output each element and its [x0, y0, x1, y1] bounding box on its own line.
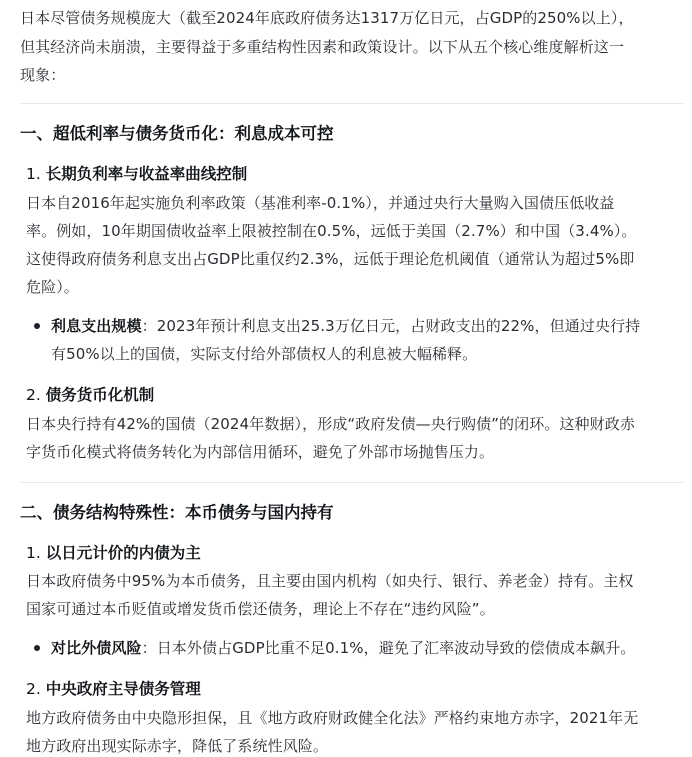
section-1-sub-2-heading — [26, 384, 154, 406]
section-1-sub-1-heading — [26, 163, 247, 185]
sub-heading-title: 以日元计价的内债为主 — [45, 544, 201, 562]
sub-heading-title: 债务货币化机制 — [45, 386, 155, 404]
section-1-sub-1-line-1: 日本自2016年起实施负利率政策（基准利率-0.1%），并通过央行大量购入国债压低收益 — [26, 194, 615, 212]
intro-line-2: 但其经济尚未崩溃，主要得益于多重结构性因素和政策设计。以下从五个核心维度解析这一 — [20, 38, 625, 56]
section-1-bullet-line-1 — [51, 315, 640, 337]
bullet-text: ：日本外债占GDP比重不足0.1%，避免了汇率波动导致的偿债成本飙升。 — [141, 639, 636, 657]
section-1-sub-1-line-2: 率。例如，10年期国债收益率上限被控制在0.5%，远低于美国（2.7%）和中国（3.4%）。 — [26, 222, 637, 240]
section-2-sub-2-line-1: 地方政府债务由中央隐形担保，且《地方政府财政健全化法》严格约束地方赤字，2021年无 — [26, 709, 639, 727]
bullet-dot — [34, 645, 40, 651]
intro-line-1: 日本尽管债务规模庞大（截至2024年底政府债务达1317万亿日元，占GDP的250%以上）， — [20, 9, 634, 27]
bullet-text: ：2023年预计利息支出25.3万亿日元，占财政支出的22%，但通过央行持 — [141, 317, 641, 335]
sub-heading-title: 中央政府主导债务管理 — [45, 680, 201, 698]
sub-heading-number: 2. — [26, 680, 41, 698]
sub-heading-number: 1. — [26, 165, 41, 183]
section-2-sub-2-heading — [26, 678, 201, 700]
sub-heading-title: 长期负利率与收益率曲线控制 — [45, 165, 248, 183]
bullet-dot — [34, 323, 40, 329]
section-2-sub-1-line-1: 日本政府债务中95%为本币债务，且主要由国内机构（如央行、银行、养老金）持有。主权 — [26, 572, 634, 590]
sub-heading-number: 2. — [26, 386, 41, 404]
section-1-sub-1-line-4: 危险）。 — [26, 278, 79, 296]
section-2-heading: 二、债务结构特殊性：本币债务与国内持有 — [20, 503, 334, 522]
bullet-label: 利息支出规模 — [51, 317, 142, 335]
section-2-bullet-line-1 — [51, 637, 635, 659]
section-2-sub-2-line-2: 地方政府出现实际赤字，降低了系统性风险。 — [26, 737, 329, 755]
intro-line-3: 现象： — [20, 66, 66, 84]
bullet-label: 对比外债风险 — [51, 639, 142, 657]
sub-heading-number: 1. — [26, 544, 41, 562]
section-1-sub-2-line-2: 字货币化模式将债务转化为内部信用循环，避免了外部市场抛售压力。 — [26, 443, 495, 461]
section-1-sub-2-line-1: 日本央行持有42%的国债（2024年数据），形成“政府发债—央行购债”的闭环。这种财政赤 — [26, 415, 635, 433]
section-1-heading: 一、超低利率与债务货币化：利息成本可控 — [20, 124, 334, 143]
section-2-sub-1-heading — [26, 542, 201, 564]
section-2-sub-1-line-2: 国家可通过本币贬值或增发货币偿还债务，理论上不存在“违约风险”。 — [26, 600, 495, 618]
section-1-bullet-line-2: 有50%以上的国债，实际支付给外部债权人的利息被大幅稀释。 — [51, 345, 478, 363]
divider — [20, 103, 684, 104]
divider — [20, 482, 684, 483]
section-1-sub-1-line-3: 这使得政府债务利息支出占GDP比重仅约2.3%，远低于理论危机阈值（通常认为超过5%即 — [26, 250, 635, 268]
